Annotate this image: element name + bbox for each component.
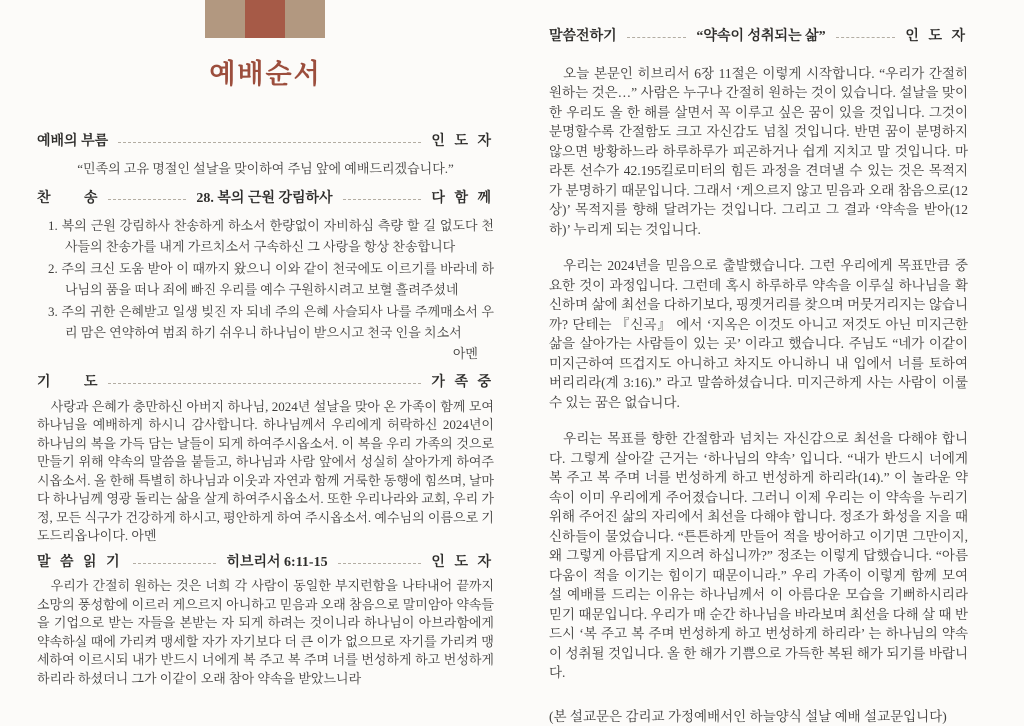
section-label-call: 예배의 부름 — [37, 133, 108, 152]
right-page — [549, 27, 968, 726]
page-title: 예배순서 — [37, 57, 494, 91]
section-call-to-worship — [37, 133, 494, 152]
section-role-leader: 인 도 자 — [431, 554, 494, 573]
deco-red-center — [245, 0, 285, 38]
section-label-reading: 말 씀 읽 기 — [37, 554, 123, 573]
dashed-rule — [343, 198, 422, 200]
hymn-verse-3: 3. 주의 귀한 은혜받고 일생 빚진 자 되네 주의 은혜 사슬되사 나를 주께매소서 우리 맘은 연약하여 범죄 하기 쉬우니 하나님이 받으시고 천국 인을 치소서 — [65, 301, 494, 343]
dashed-rule — [338, 562, 422, 564]
hymn-verse-2: 2. 주의 크신 도움 받아 이 때까지 왔으니 이와 같이 천국에도 이르기를 바라네 하나님의 품을 떠나 죄에 빠진 우리를 예수 구원하시려고 보혈 흘려주셨네 — [65, 258, 494, 300]
hymn-amen: 아멘 — [37, 344, 478, 364]
left-page — [37, 57, 494, 688]
sermon-footnote: (본 설교문은 감리교 가정예배서인 하늘양식 설날 예배 설교문입니다) — [549, 707, 968, 726]
section-hymn — [37, 190, 494, 209]
dashed-rule — [836, 36, 896, 38]
scripture-reference: 히브리서 6:11-15 — [226, 554, 327, 573]
sermon-paragraph-1: 오늘 본문인 히브리서 6장 11절은 이렇게 시작합니다. “우리가 간절히 원하는 것은…” 사람은 누구나 간절히 원하는 것이 있습니다. 설날을 맞이한 우리도 올 한 해를 살면서 꼭 이루고 싶은 꿈이 있을 것입니다. 그것이 분명할수록 간절함도 크고 자신감도 넘칠 것입니다. 반면 꿈이 분명하지 않으면 방황하느라 하루하루가 피곤하거나 쉽게 지치고 말 것입니다. 마라톤 선수가 42.195킬로미터의 힘든 과정을 견뎌낼 수 있는 것은 목적지가 분명하기 때문입니다. 그래서 ‘게으르지 않고 믿음과 오래 참음으로(12상)’ 목적지를 향해 달려가는 것입니다. 그리고 그 결과 ‘약속을 받아(12하)’ 누리게 되는 것입니다. — [549, 64, 968, 240]
section-label-sermon: 말씀전하기 — [549, 27, 617, 47]
deco-tan-left — [205, 0, 245, 38]
dashed-rule — [118, 141, 421, 143]
section-role-all: 다 함 께 — [431, 190, 494, 209]
section-role-leader: 인 도 자 — [905, 27, 968, 47]
section-prayer — [37, 374, 494, 393]
section-scripture-reading — [37, 554, 494, 573]
prayer-text: 사랑과 은혜가 충만하신 아버지 하나님, 2024년 설날을 맞아 온 가족이 함께 모여 하나님을 예배하게 하시니 감사합니다. 하나님께서 우리에게 허락하신 2024년이 하나님의 복을 가득 담는 날들이 되게 하여주시옵소서. 이 복을 우리 가족의 것으로 만들기 위해 약속의 말씀을 붙들고, 하나님과 사람 앞에서 성실히 살아가게 하여주시옵소서. 올 한해 특별히 하나님과 이웃과 자연과 함께 거룩한 동행에 힘쓰며, 날마다 하나님께 영광 돌리는 삶을 살게 하여주시옵소서. 또한 우리나라와 교회, 우리 가정, 모든 식구가 건강하게 하시고, 평안하게 하여 주시옵소서. 예수님의 이름으로 기도드리옵나이다. 아멘 — [37, 398, 494, 546]
dashed-rule — [133, 562, 217, 564]
dashed-rule — [108, 382, 422, 384]
hymn-verse-1: 1. 복의 근원 강림하사 찬송하게 하소서 한량없이 자비하심 측량 할 길 없도다 천사들의 찬송가를 내게 가르치소서 구속하신 그 사랑을 항상 찬송합니다 — [65, 215, 494, 257]
sermon-paragraph-3: 우리는 목표를 향한 간절함과 넘치는 자신감으로 최선을 다해야 합니다. 그렇게 살아갈 근거는 ‘하나님의 약속’ 입니다. “내가 반드시 너에게 복 주고 복 주며 너를 번성하게 하고 번성하게 하리라(14).” 이 놀라운 약속이 이미 우리에게 주어졌습니다. 그러니 이제 우리는 이 약속을 누리기 위해 주어진 삶의 자리에서 최선을 다해야 합니다. 정조가 화성을 지을 때 신하들이 물었습니다. “튼튼하게 만들어 적을 방어하고 이기면 그만이지, 왜 그렇게 아름답게 지으려 하십니까?” 정조는 이렇게 답했습니다. “아름다움이 적을 이기는 힘이기 때문이니라.” 우리 가족이 이렇게 함께 모여 설 예배를 드리는 이유는 하나님께서 이 아름다운 모습을 기뻐하시리라 믿기 때문입니다. 우리가 매 순간 하나님을 바라보며 최선을 다해 살 때 반드시 ‘복 주고 복 주며 번성하게 하고 번성하게 하리라’ 는 하나님의 약속이 성취될 것입니다. 올 한 해가 기쁨으로 가득한 복된 해가 되기를 바랍니다. — [549, 429, 968, 683]
call-quote: “민족의 고유 명절인 설날을 맞이하여 주님 앞에 예배드리겠습니다.” — [37, 159, 494, 178]
section-role-leader: 인 도 자 — [431, 133, 494, 152]
hymn-title: 28. 복의 근원 강림하사 — [196, 190, 332, 209]
section-sermon — [549, 27, 968, 47]
hymn-verses — [37, 215, 494, 343]
dashed-rule — [627, 36, 687, 38]
section-role-family: 가 족 중 — [431, 374, 494, 393]
scripture-text: 우리가 간절히 원하는 것은 너희 각 사람이 동일한 부지런함을 나타내어 끝까지 소망의 풍성함에 이르러 게으르지 아니하고 믿음과 오래 참음으로 말미암아 약속들을 기업으로 받는 자들을 본받는 자 되게 하려는 것이니라 하나님이 아브라함에게 약속하실 때에 가리켜 맹세할 자가 자기보다 더 큰 이가 없으므로 자기를 가리켜 맹세하여 이르시되 내가 반드시 너에게 복 주고 복 주며 너를 번성하게 하고 번성하게 하리라 하셨더니 그가 이같이 오래 참아 약속을 받았느니라 — [37, 577, 494, 688]
dashed-rule — [108, 198, 187, 200]
section-label-prayer: 기 도 — [37, 374, 98, 393]
decorative-header-block — [205, 0, 325, 38]
section-label-hymn: 찬 송 — [37, 190, 98, 209]
sermon-title: “약속이 성취되는 삶” — [696, 27, 825, 47]
deco-tan-right — [285, 0, 325, 38]
sermon-paragraph-2: 우리는 2024년을 믿음으로 출발했습니다. 그런 우리에게 목표만큼 중요한 것이 과정입니다. 그런데 혹시 하루하루 약속을 이루실 하나님을 확신하며 삶에 최선을 다하기보다, 핑곗거리를 찾으며 머뭇거리지는 않습니까? 단테는 『신곡』 에서 ‘지옥은 이것도 아니고 저것도 아닌 미지근한 삶을 살아가는 사람들이 있는 곳’ 이라고 했습니다. 주님도 “네가 이같이 미지근하여 뜨겁지도 아니하고 차지도 아니하니 내 입에서 너를 토하여 버리리라(계 3:16).” 라고 말씀하셨습니다. 미지근하게 사는 사람이 이룰 수 있는 꿈은 없습니다. — [549, 256, 968, 412]
